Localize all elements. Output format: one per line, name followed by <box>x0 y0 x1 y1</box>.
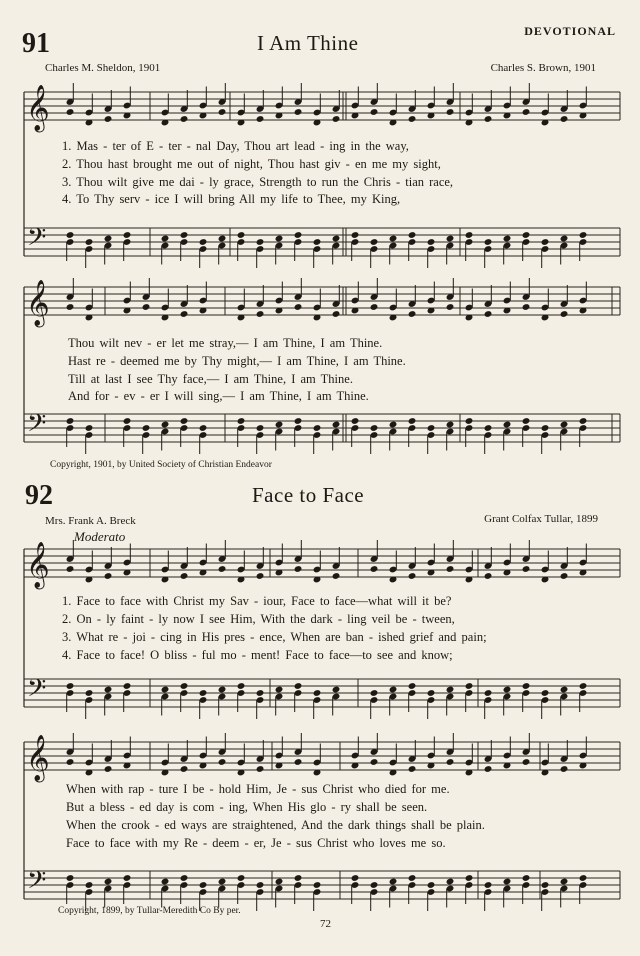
note-head <box>294 108 303 116</box>
note-head <box>180 572 189 580</box>
bass-clef-icon: 𝄢 <box>27 409 47 444</box>
note-head <box>408 310 417 318</box>
note-head <box>256 689 265 697</box>
note-head <box>408 572 417 580</box>
note-head <box>123 231 132 239</box>
note-head <box>104 686 113 694</box>
note-head <box>332 686 341 694</box>
note-head <box>332 421 341 429</box>
treble-clef-icon: 𝄞 <box>26 735 50 781</box>
note-head <box>427 424 436 432</box>
note-head <box>370 689 379 697</box>
note-head <box>104 572 113 580</box>
note-head <box>560 572 569 580</box>
note-head <box>161 235 170 243</box>
note-head <box>123 874 132 882</box>
note-head <box>427 689 436 697</box>
note-head <box>370 758 379 766</box>
note-head <box>522 565 531 573</box>
note-head <box>123 417 132 425</box>
note-head <box>294 682 303 690</box>
verse-4-line-1: 4. To Thy serv - ice I will bring All my life to Thee, my King, <box>62 192 401 206</box>
note-head <box>408 874 417 882</box>
note-head <box>370 238 379 246</box>
note-head <box>237 682 246 690</box>
note-head <box>522 108 531 116</box>
note-head <box>237 231 246 239</box>
note-head <box>465 417 474 425</box>
note-head <box>123 682 132 690</box>
note-head <box>522 682 531 690</box>
note-head <box>66 682 75 690</box>
note-head <box>465 231 474 239</box>
note-head <box>408 765 417 773</box>
note-head <box>351 231 360 239</box>
note-head <box>560 235 569 243</box>
note-head <box>503 235 512 243</box>
note-head <box>142 424 151 432</box>
section-header: DEVOTIONAL <box>524 24 616 38</box>
verse-3-line-1: 3. What re - joi - cing in His pres - ence, When are ban - ished grief and pain; <box>62 630 487 644</box>
note-head <box>275 421 284 429</box>
note-head <box>579 417 588 425</box>
note-head <box>256 238 265 246</box>
copyright-notice: Copyright, 1901, by United Society of Christian Endeavor <box>50 460 272 470</box>
note-head <box>522 231 531 239</box>
note-head <box>446 303 455 311</box>
note-head <box>351 874 360 882</box>
note-head <box>275 235 284 243</box>
note-head <box>503 878 512 886</box>
verse-3-line-2: When the crook - ed ways are straightened, And the dark things shall be plain. <box>66 818 485 832</box>
hymn-title: Face to Face <box>252 483 365 507</box>
verse-1-line-2: Thou wilt nev - er let me stray,— I am Thine, I am Thine. <box>68 336 383 350</box>
note-head <box>408 115 417 123</box>
note-head <box>389 235 398 243</box>
verse-1-line-1: 1. Mas - ter of E - ter - nal Day, Thou art lead - ing in the way, <box>62 139 409 153</box>
note-head <box>180 231 189 239</box>
note-head <box>370 424 379 432</box>
verse-2-line-1: 2. On - ly faint - ly now I see Him, With the dark - ling veil be - tween, <box>62 612 455 626</box>
note-head <box>484 238 493 246</box>
note-head <box>484 572 493 580</box>
note-head <box>427 238 436 246</box>
note-head <box>408 682 417 690</box>
hymn-title: I Am Thine <box>257 31 359 55</box>
verse-4-line-2: And for - ev - er I will sing,— I am Thine, I am Thine. <box>68 389 369 403</box>
note-head <box>199 424 208 432</box>
note-head <box>66 303 75 311</box>
note-head <box>484 424 493 432</box>
note-head <box>446 758 455 766</box>
note-head <box>332 310 341 318</box>
note-head <box>313 238 322 246</box>
copyright-notice: Copyright, 1899, by Tullar-Meredith Co By per. <box>58 906 241 916</box>
note-head <box>66 565 75 573</box>
note-head <box>218 686 227 694</box>
note-head <box>579 874 588 882</box>
treble-clef-icon: 𝄞 <box>26 85 50 131</box>
note-head <box>522 874 531 882</box>
note-head <box>389 686 398 694</box>
note-head <box>446 686 455 694</box>
hymn-number: 92 <box>25 480 53 511</box>
verse-1-line-2: When with rap - ture I be - hold Him, Je - sus Christ who died for me. <box>66 782 450 796</box>
note-head <box>275 686 284 694</box>
note-head <box>446 878 455 886</box>
note-head <box>427 881 436 889</box>
note-head <box>484 689 493 697</box>
note-head <box>104 115 113 123</box>
note-head <box>180 115 189 123</box>
verse-4-line-1: 4. Face to face! O bliss - ful mo - ment! Face to face—to see and know; <box>62 648 453 662</box>
note-head <box>256 572 265 580</box>
note-head <box>560 310 569 318</box>
verse-4-line-2: Face to face with my Re - deem - er, Je - sus Christ who loves me so. <box>66 836 446 850</box>
note-head <box>256 881 265 889</box>
note-head <box>579 682 588 690</box>
note-head <box>541 689 550 697</box>
bass-clef-icon: 𝄢 <box>27 866 47 901</box>
note-head <box>522 303 531 311</box>
page-number: 72 <box>320 918 331 930</box>
note-head <box>294 758 303 766</box>
note-head <box>294 303 303 311</box>
words-credit: Mrs. Frank A. Breck <box>45 515 136 527</box>
note-head <box>332 115 341 123</box>
note-head <box>465 874 474 882</box>
note-head <box>161 878 170 886</box>
note-head <box>370 108 379 116</box>
note-head <box>237 417 246 425</box>
note-head <box>180 682 189 690</box>
note-head <box>313 424 322 432</box>
note-head <box>104 765 113 773</box>
verse-3-line-1: 3. Thou wilt give me dai - ly grace, Strength to run the Chris - tian race, <box>62 175 454 189</box>
note-head <box>180 417 189 425</box>
note-head <box>294 565 303 573</box>
note-head <box>256 115 265 123</box>
note-head <box>104 878 113 886</box>
verse-2-line-1: 2. Thou hast brought me out of night, Thou hast giv - en me my sight, <box>62 157 441 171</box>
note-head <box>85 424 94 432</box>
note-head <box>256 424 265 432</box>
hymn-number: 91 <box>22 28 50 59</box>
note-head <box>66 231 75 239</box>
note-head <box>85 881 94 889</box>
note-head <box>294 874 303 882</box>
note-head <box>484 881 493 889</box>
note-head <box>180 310 189 318</box>
note-head <box>408 417 417 425</box>
note-head <box>560 115 569 123</box>
note-head <box>370 565 379 573</box>
verse-1-line-1: 1. Face to face with Christ my Sav - iour, Face to face—what will it be? <box>62 594 452 608</box>
note-head <box>218 878 227 886</box>
bass-clef-icon: 𝄢 <box>27 674 47 709</box>
note-head <box>218 108 227 116</box>
note-head <box>66 108 75 116</box>
note-head <box>503 421 512 429</box>
verse-2-line-2: But a bless - ed day is com - ing, When His glo - ry shall be seen. <box>66 800 428 814</box>
note-head <box>560 878 569 886</box>
note-head <box>389 878 398 886</box>
tempo-marking: Moderato <box>74 529 126 544</box>
verse-3-line-2: Till at last I see Thy face,— I am Thine, I am Thine. <box>68 372 353 386</box>
note-head <box>66 758 75 766</box>
note-head <box>408 231 417 239</box>
note-head <box>237 874 246 882</box>
note-head <box>218 758 227 766</box>
note-head <box>560 765 569 773</box>
note-head <box>294 417 303 425</box>
note-head <box>332 235 341 243</box>
words-credit: Charles M. Sheldon, 1901 <box>45 62 161 74</box>
note-head <box>161 686 170 694</box>
note-head <box>85 238 94 246</box>
note-head <box>161 421 170 429</box>
note-head <box>256 310 265 318</box>
note-head <box>142 303 151 311</box>
note-head <box>180 874 189 882</box>
note-head <box>313 881 322 889</box>
treble-clef-icon: 𝄞 <box>26 280 50 326</box>
note-head <box>541 238 550 246</box>
note-head <box>199 881 208 889</box>
note-head <box>446 565 455 573</box>
note-head <box>484 115 493 123</box>
note-head <box>446 108 455 116</box>
note-head <box>180 765 189 773</box>
note-head <box>484 765 493 773</box>
note-head <box>389 421 398 429</box>
note-head <box>541 881 550 889</box>
note-head <box>484 310 493 318</box>
music-credit: Grant Colfax Tullar, 1899 <box>484 513 598 525</box>
note-head <box>275 878 284 886</box>
music-credit: Charles S. Brown, 1901 <box>490 62 596 74</box>
note-head <box>313 689 322 697</box>
note-head <box>560 686 569 694</box>
note-head <box>218 565 227 573</box>
note-head <box>522 417 531 425</box>
note-head <box>332 572 341 580</box>
note-head <box>560 421 569 429</box>
note-head <box>579 231 588 239</box>
note-head <box>541 424 550 432</box>
note-head <box>446 235 455 243</box>
note-head <box>370 881 379 889</box>
treble-clef-icon: 𝄞 <box>26 542 50 588</box>
note-head <box>446 421 455 429</box>
note-head <box>85 689 94 697</box>
note-head <box>66 874 75 882</box>
note-head <box>503 686 512 694</box>
note-head <box>370 303 379 311</box>
note-head <box>522 758 531 766</box>
note-head <box>66 417 75 425</box>
note-head <box>351 417 360 425</box>
verse-2-line-2: Hast re - deemed me by Thy might,— I am Thine, I am Thine. <box>68 354 406 368</box>
note-head <box>256 765 265 773</box>
note-head <box>199 238 208 246</box>
note-head <box>218 235 227 243</box>
note-head <box>199 689 208 697</box>
note-head <box>294 231 303 239</box>
note-head <box>465 682 474 690</box>
bass-clef-icon: 𝄢 <box>27 223 47 258</box>
note-head <box>104 235 113 243</box>
